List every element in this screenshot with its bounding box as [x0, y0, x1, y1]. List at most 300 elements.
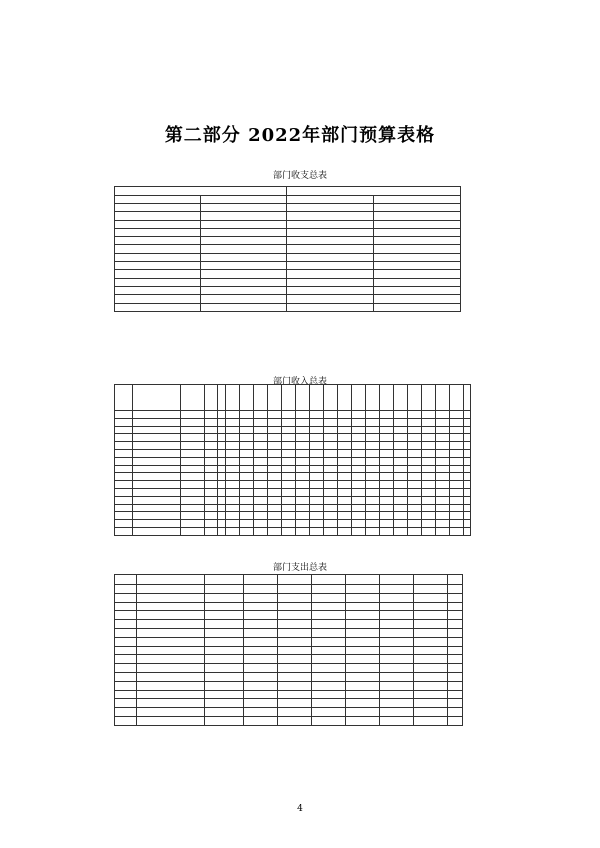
table-row	[115, 637, 463, 646]
table-cell	[346, 628, 380, 637]
table-cell	[394, 449, 408, 457]
table-cell	[296, 465, 310, 473]
table-cell	[352, 434, 366, 442]
table-cell	[324, 457, 338, 465]
table-cell	[181, 512, 205, 520]
item-cell	[287, 220, 374, 228]
table-cell	[436, 457, 450, 465]
table-row	[115, 245, 461, 253]
table-cell	[380, 672, 414, 681]
table-cell	[226, 449, 240, 457]
table-cell	[133, 449, 181, 457]
table-cell	[414, 716, 448, 725]
table-row	[115, 585, 463, 594]
amount-cell	[201, 270, 287, 278]
item-cell	[115, 220, 201, 228]
col-header	[324, 385, 338, 411]
page-number: 4	[297, 804, 303, 814]
table-cell	[137, 628, 205, 637]
table-cell	[436, 496, 450, 504]
table-cell	[268, 512, 282, 520]
table-cell	[312, 708, 346, 717]
table-cell	[115, 496, 133, 504]
table-cell	[254, 457, 268, 465]
table-cell	[366, 442, 380, 450]
table-row	[115, 602, 463, 611]
amount-cell	[201, 286, 287, 294]
table-cell	[338, 527, 352, 535]
table-cell	[218, 411, 226, 419]
table-cell	[310, 520, 324, 528]
table-cell	[240, 473, 254, 481]
table-cell	[205, 585, 244, 594]
table-cell	[268, 465, 282, 473]
table-cell	[282, 504, 296, 512]
table-cell	[226, 457, 240, 465]
table-cell	[380, 473, 394, 481]
table-cell	[244, 620, 278, 629]
table-cell	[408, 481, 422, 489]
col-header	[380, 385, 394, 411]
table-cell	[464, 496, 471, 504]
table-cell	[436, 512, 450, 520]
table-cell	[324, 504, 338, 512]
table-cell	[422, 481, 436, 489]
table-cell	[414, 585, 448, 594]
amount-cell	[374, 286, 461, 294]
table-cell	[205, 646, 244, 655]
table-cell	[450, 512, 464, 520]
table-cell	[137, 585, 205, 594]
table-cell	[394, 426, 408, 434]
table-cell	[352, 512, 366, 520]
table-cell	[205, 620, 244, 629]
item-cell	[115, 204, 201, 212]
table-cell	[282, 442, 296, 450]
item-cell	[115, 212, 201, 220]
table-cell	[338, 434, 352, 442]
table-cell	[296, 449, 310, 457]
table-cell	[244, 602, 278, 611]
header-row	[115, 385, 471, 411]
table-cell	[380, 593, 414, 602]
table-cell	[268, 457, 282, 465]
table-cell	[205, 716, 244, 725]
table-cell	[414, 672, 448, 681]
table-cell	[133, 434, 181, 442]
table-cell	[408, 496, 422, 504]
table-cell	[254, 434, 268, 442]
table-cell	[450, 496, 464, 504]
col-header	[296, 385, 310, 411]
table-row	[115, 716, 463, 725]
table-cell	[324, 426, 338, 434]
table-cell	[115, 655, 137, 664]
table-cell	[268, 504, 282, 512]
amount-cell	[374, 295, 461, 303]
table-cell	[448, 646, 463, 655]
amount-cell	[374, 212, 461, 220]
table-cell	[205, 664, 244, 673]
table-cell	[324, 442, 338, 450]
item-cell	[287, 278, 374, 286]
table-cell	[324, 520, 338, 528]
table-cell	[380, 527, 394, 535]
table-cell	[296, 504, 310, 512]
table-cell	[312, 690, 346, 699]
col-header	[422, 385, 436, 411]
table-row	[115, 488, 471, 496]
col-header	[201, 196, 287, 204]
table-cell	[366, 434, 380, 442]
table-cell	[346, 611, 380, 620]
table-cell	[115, 708, 137, 717]
table-cell	[205, 481, 218, 489]
table-cell	[380, 520, 394, 528]
table-row	[115, 504, 471, 512]
table-cell	[240, 504, 254, 512]
amount-cell	[374, 245, 461, 253]
table-cell	[366, 512, 380, 520]
amount-cell	[201, 253, 287, 261]
table-cell	[240, 488, 254, 496]
table-row	[115, 212, 461, 220]
table-cell	[240, 527, 254, 535]
table-cell	[366, 426, 380, 434]
table-cell	[448, 716, 463, 725]
item-cell	[287, 204, 374, 212]
table-cell	[352, 449, 366, 457]
table-cell	[115, 418, 133, 426]
table-cell	[296, 426, 310, 434]
table-cell	[115, 434, 133, 442]
table-cell	[422, 488, 436, 496]
table-cell	[137, 681, 205, 690]
col-header	[312, 575, 346, 585]
table-cell	[137, 672, 205, 681]
table-cell	[338, 442, 352, 450]
amount-cell	[201, 245, 287, 253]
table-cell	[240, 411, 254, 419]
table-cell	[324, 488, 338, 496]
table-cell	[133, 457, 181, 465]
table-cell	[254, 426, 268, 434]
table-cell	[244, 716, 278, 725]
table-cell	[278, 620, 312, 629]
table-cell	[464, 527, 471, 535]
col-header	[218, 385, 226, 411]
col-header	[278, 575, 312, 585]
table-cell	[346, 708, 380, 717]
table-cell	[115, 681, 137, 690]
table-cell	[205, 449, 218, 457]
table-cell	[414, 593, 448, 602]
col-header	[282, 385, 296, 411]
table-cell	[115, 473, 133, 481]
table-cell	[324, 449, 338, 457]
table-cell	[240, 496, 254, 504]
table-cell	[278, 585, 312, 594]
table-cell	[240, 449, 254, 457]
table-cell	[137, 664, 205, 673]
col-header	[137, 575, 205, 585]
table-cell	[448, 690, 463, 699]
amount-cell	[201, 295, 287, 303]
table-cell	[346, 646, 380, 655]
table-cell	[450, 457, 464, 465]
amount-cell	[201, 278, 287, 286]
table-row	[115, 496, 471, 504]
amount-cell	[201, 204, 287, 212]
table-cell	[296, 488, 310, 496]
table-cell	[448, 620, 463, 629]
table-cell	[254, 442, 268, 450]
table-cell	[278, 602, 312, 611]
table-cell	[408, 527, 422, 535]
table-row	[115, 473, 471, 481]
table-cell	[244, 699, 278, 708]
table-cell	[205, 512, 218, 520]
table-cell	[205, 418, 218, 426]
table-cell	[244, 681, 278, 690]
table-cell	[218, 442, 226, 450]
table-cell	[115, 504, 133, 512]
table-cell	[218, 457, 226, 465]
col-header	[380, 575, 414, 585]
table-cell	[422, 496, 436, 504]
table-cell	[278, 628, 312, 637]
table-cell	[312, 602, 346, 611]
table-cell	[254, 512, 268, 520]
table-cell	[380, 716, 414, 725]
table-cell	[352, 411, 366, 419]
table-row	[115, 520, 471, 528]
table-cell	[205, 708, 244, 717]
table-cell	[414, 681, 448, 690]
table-cell	[346, 664, 380, 673]
table-cell	[115, 611, 137, 620]
table-cell	[137, 620, 205, 629]
table-cell	[352, 457, 366, 465]
table-cell	[352, 473, 366, 481]
table-cell	[218, 496, 226, 504]
table-cell	[226, 496, 240, 504]
table-cell	[226, 488, 240, 496]
table-row	[115, 270, 461, 278]
item-cell	[287, 237, 374, 245]
table-cell	[268, 520, 282, 528]
table-cell	[205, 593, 244, 602]
table-cell	[394, 527, 408, 535]
table-cell	[394, 434, 408, 442]
table-cell	[310, 512, 324, 520]
table-cell	[346, 602, 380, 611]
table-cell	[226, 512, 240, 520]
table-cell	[436, 504, 450, 512]
table-row	[115, 457, 471, 465]
table-cell	[312, 716, 346, 725]
table-cell	[296, 418, 310, 426]
table-cell	[338, 449, 352, 457]
table-cell	[366, 449, 380, 457]
table-cell	[137, 611, 205, 620]
table-cell	[448, 664, 463, 673]
table-cell	[450, 481, 464, 489]
col-header	[346, 575, 380, 585]
table-cell	[448, 708, 463, 717]
table-cell	[244, 637, 278, 646]
table-cell	[436, 442, 450, 450]
amount-cell	[201, 228, 287, 236]
table-cell	[408, 442, 422, 450]
table-row	[115, 286, 461, 294]
table-cell	[240, 465, 254, 473]
table-cell	[137, 602, 205, 611]
table-cell	[115, 449, 133, 457]
table-cell	[181, 411, 205, 419]
table-cell	[346, 672, 380, 681]
table-cell	[226, 434, 240, 442]
table1-title: 部门收支总表	[272, 171, 327, 181]
table-cell	[282, 512, 296, 520]
table-cell	[448, 681, 463, 690]
col-header	[226, 385, 240, 411]
table-cell	[310, 527, 324, 535]
table-cell	[278, 664, 312, 673]
table-cell	[436, 473, 450, 481]
table-row	[115, 708, 463, 717]
table-cell	[115, 672, 137, 681]
table-cell	[380, 628, 414, 637]
item-cell	[287, 262, 374, 270]
col-header	[115, 196, 201, 204]
item-cell	[115, 286, 201, 294]
table-cell	[205, 473, 218, 481]
table-cell	[310, 481, 324, 489]
table-cell	[115, 699, 137, 708]
table-cell	[205, 442, 218, 450]
table-cell	[296, 481, 310, 489]
table-cell	[278, 611, 312, 620]
table-cell	[282, 426, 296, 434]
table-cell	[394, 481, 408, 489]
table-cell	[240, 426, 254, 434]
table-cell	[436, 411, 450, 419]
table-cell	[205, 602, 244, 611]
table-cell	[312, 646, 346, 655]
table-cell	[464, 473, 471, 481]
item-cell	[115, 270, 201, 278]
page-title: 第二部分 2022年部门预算表格	[164, 125, 436, 146]
table-cell	[278, 672, 312, 681]
table-cell	[278, 655, 312, 664]
table-cell	[296, 520, 310, 528]
table-cell	[436, 527, 450, 535]
table-row	[115, 418, 471, 426]
table-cell	[436, 426, 450, 434]
table-cell	[115, 602, 137, 611]
table-cell	[464, 488, 471, 496]
table-cell	[181, 457, 205, 465]
table3-title: 部门支出总表	[272, 563, 327, 573]
table-row	[115, 655, 463, 664]
table-cell	[450, 418, 464, 426]
table-cell	[346, 585, 380, 594]
table-row	[115, 465, 471, 473]
table-cell	[414, 620, 448, 629]
table-cell	[422, 527, 436, 535]
table-cell	[380, 690, 414, 699]
table-cell	[115, 442, 133, 450]
table-cell	[394, 411, 408, 419]
table-cell	[133, 496, 181, 504]
table-cell	[338, 411, 352, 419]
table-cell	[324, 527, 338, 535]
table-cell	[380, 411, 394, 419]
table-cell	[312, 664, 346, 673]
table-cell	[226, 426, 240, 434]
col-header	[205, 575, 244, 585]
table-cell	[436, 520, 450, 528]
table-cell	[278, 708, 312, 717]
table-cell	[310, 465, 324, 473]
table-cell	[448, 637, 463, 646]
table-row	[115, 611, 463, 620]
item-cell	[287, 303, 374, 311]
table-cell	[366, 481, 380, 489]
table-cell	[338, 473, 352, 481]
col-header	[408, 385, 422, 411]
col-header	[450, 385, 464, 411]
table-cell	[137, 690, 205, 699]
table-cell	[268, 434, 282, 442]
table-cell	[115, 585, 137, 594]
table-cell	[268, 527, 282, 535]
table-cell	[218, 418, 226, 426]
table-cell	[448, 672, 463, 681]
table-cell	[181, 473, 205, 481]
table-cell	[282, 488, 296, 496]
table-cell	[268, 442, 282, 450]
table-cell	[218, 520, 226, 528]
table-cell	[278, 699, 312, 708]
table-cell	[422, 504, 436, 512]
table-cell	[310, 488, 324, 496]
table-cell	[414, 611, 448, 620]
table-cell	[422, 418, 436, 426]
table-cell	[408, 418, 422, 426]
item-cell	[287, 253, 374, 261]
table-cell	[394, 418, 408, 426]
table-cell	[464, 504, 471, 512]
table-cell	[448, 611, 463, 620]
table-cell	[380, 418, 394, 426]
amount-cell	[374, 262, 461, 270]
table-cell	[436, 449, 450, 457]
col-header	[448, 575, 463, 585]
table-cell	[226, 442, 240, 450]
table-cell	[278, 681, 312, 690]
table-cell	[137, 699, 205, 708]
table-cell	[366, 520, 380, 528]
table-row	[115, 481, 471, 489]
table-cell	[115, 620, 137, 629]
table-cell	[380, 699, 414, 708]
table-cell	[312, 593, 346, 602]
table-cell	[226, 473, 240, 481]
table-cell	[205, 457, 218, 465]
table-cell	[450, 504, 464, 512]
